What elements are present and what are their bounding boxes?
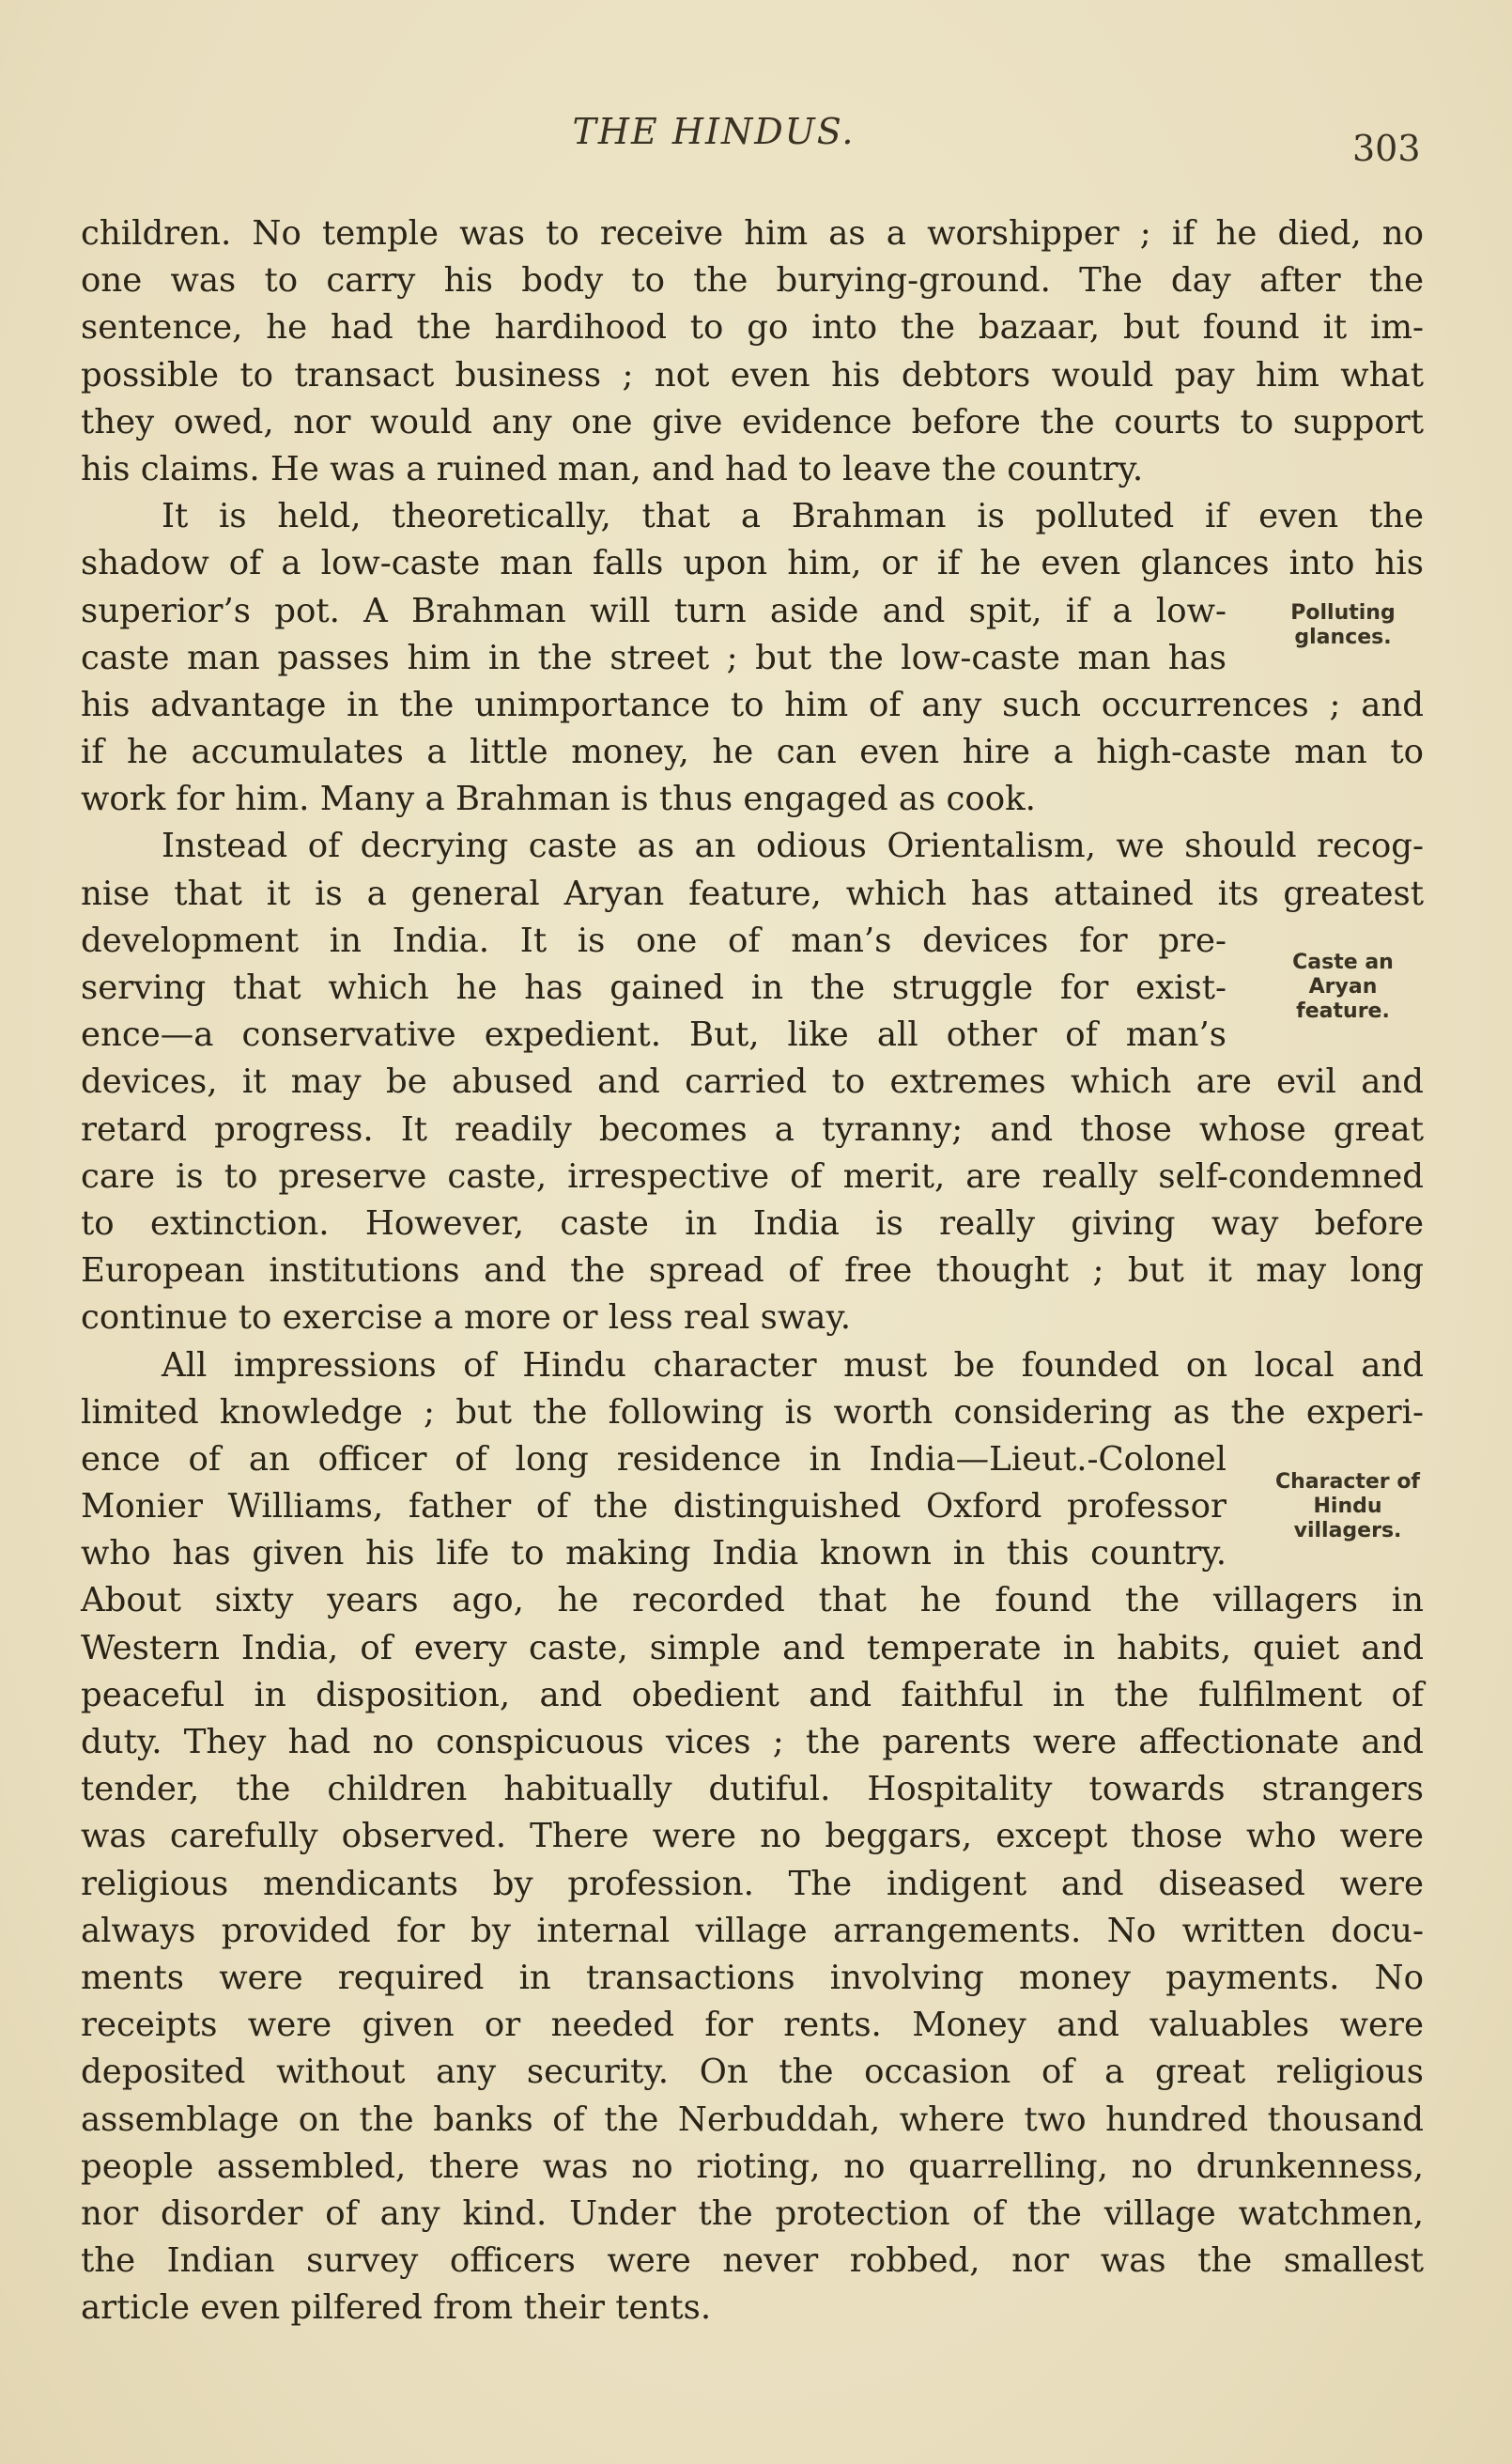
text-line: possible to transact business ; not even his debtors would pay him what bbox=[81, 355, 1424, 395]
text-line: his advantage in the unimportance to him of any such occurrences ; and bbox=[81, 685, 1424, 724]
sidenote-line: Caste an bbox=[1292, 951, 1394, 974]
text-line: the Indian survey officers were never robbed, nor was the smallest bbox=[81, 2241, 1424, 2281]
text-line: to extinction. However, caste in India is really giving way before bbox=[81, 1203, 1424, 1243]
sidenote-line: Polluting bbox=[1290, 601, 1396, 625]
text-line: assemblage on the banks of the Nerbuddah, where two hundred thousand bbox=[81, 2100, 1424, 2139]
text-line: peaceful in disposition, and obedient and faithful in the fulfilment of bbox=[81, 1675, 1424, 1714]
text-line: if he accumulates a little money, he can even hire a high-caste man to bbox=[81, 733, 1424, 772]
text-line: serving that which he has gained in the struggle for exist- bbox=[81, 969, 1227, 1007]
text-line: superior’s pot. A Brahman will turn aside and spit, if a low- bbox=[81, 591, 1227, 630]
text-line: people assembled, there was no rioting, no quarrelling, no drunkenness, bbox=[81, 2146, 1424, 2186]
sidenote-line: glances. bbox=[1294, 626, 1392, 649]
text-line: About sixty years ago, he recorded that he found the villagers in bbox=[81, 1581, 1424, 1620]
text-line: European institutions and the spread of free thought ; but it may long bbox=[81, 1251, 1424, 1291]
page-number: 303 bbox=[1352, 128, 1421, 169]
sidenote-caste-aryan-feature bbox=[1249, 951, 1437, 1024]
text-line: religious mendicants by profession. The indigent and diseased were bbox=[81, 1864, 1424, 1903]
text-line: limited knowledge ; but the following is worth considering as the experi- bbox=[81, 1392, 1424, 1432]
text-line: retard progress. It readily becomes a tyranny; and those whose great bbox=[81, 1109, 1424, 1149]
text-line: Monier Williams, father of the distinguished Oxford professor bbox=[81, 1487, 1227, 1526]
text-line: nise that it is a general Aryan feature, which has attained its greatest bbox=[81, 874, 1424, 913]
text-line: duty. They had no conspicuous vices ; the parents were affectionate and bbox=[81, 1723, 1424, 1761]
text-line: ence—a conservative expedient. But, like all other of man’s bbox=[81, 1015, 1227, 1055]
sidenote-polluting-glances bbox=[1249, 601, 1437, 650]
text-line: development in India. It is one of man’s devices for pre- bbox=[81, 921, 1227, 960]
text-line: continue to exercise a more or less real sway. bbox=[81, 1298, 852, 1338]
page-header bbox=[0, 111, 1512, 167]
text-line: always provided for by internal village arrangements. No written docu- bbox=[81, 1911, 1424, 1950]
sidenote-character-hindu-villagers bbox=[1249, 1470, 1446, 1543]
text-line: they owed, nor would any one give evidence before the courts to support bbox=[81, 402, 1424, 442]
text-line: Instead of decrying caste as an odious Orientalism, we should recog- bbox=[162, 827, 1424, 866]
sidenote-line: Hindu bbox=[1313, 1495, 1382, 1518]
text-line: nor disorder of any kind. Under the protection of the village watchmen, bbox=[81, 2193, 1424, 2233]
body-text bbox=[81, 210, 1424, 2332]
text-line: sentence, he had the hardihood to go into the bazaar, but found it im- bbox=[81, 308, 1424, 348]
text-line: was carefully observed. There were no beggars, except those who were bbox=[81, 1817, 1424, 1856]
text-line: devices, it may be abused and carried to extremes which are evil and bbox=[81, 1062, 1424, 1102]
text-line: It is held, theoretically, that a Brahman is polluted if even the bbox=[162, 497, 1424, 536]
text-line: article even pilfered from their tents. bbox=[81, 2288, 712, 2328]
text-line: work for him. Many a Brahman is thus engaged as cook. bbox=[81, 780, 1036, 819]
text-line: ments were required in transactions involving money payments. No bbox=[81, 1958, 1424, 1997]
running-title: THE HINDUS. bbox=[572, 111, 856, 152]
text-line: deposited without any security. On the occasion of a great religious bbox=[81, 2053, 1424, 2092]
text-line: tender, the children habitually dutiful. Hospitality towards strangers bbox=[81, 1770, 1424, 1809]
sidenote-line: feature. bbox=[1296, 1000, 1390, 1023]
text-line: one was to carry his body to the burying-ground. The day after the bbox=[81, 261, 1424, 301]
text-line: All impressions of Hindu character must be founded on local and bbox=[162, 1345, 1424, 1385]
text-line: children. No temple was to receive him as a worshipper ; if he died, no bbox=[81, 214, 1424, 253]
sidenote-line: villagers. bbox=[1293, 1519, 1402, 1542]
text-line: receipts were given or needed for rents. Money and valuables were bbox=[81, 2006, 1424, 2045]
text-line: his claims. He was a ruined man, and had to leave the country. bbox=[81, 449, 1144, 488]
text-line: shadow of a low-caste man falls upon him, or if he even glances into his bbox=[81, 544, 1424, 583]
sidenote-line: Character of bbox=[1274, 1470, 1421, 1494]
text-line: ence of an officer of long residence in India—Lieut.-Colonel bbox=[81, 1439, 1227, 1479]
text-line: care is to preserve caste, irrespective of merit, are really self-condemned bbox=[81, 1156, 1424, 1196]
text-line: caste man passes him in the street ; but the low-caste man has bbox=[81, 638, 1227, 677]
sidenote-line: Aryan bbox=[1308, 975, 1378, 999]
text-line: who has given his life to making India known in this country. bbox=[81, 1534, 1227, 1573]
text-line: Western India, of every caste, simple and temperate in habits, quiet and bbox=[81, 1628, 1424, 1667]
